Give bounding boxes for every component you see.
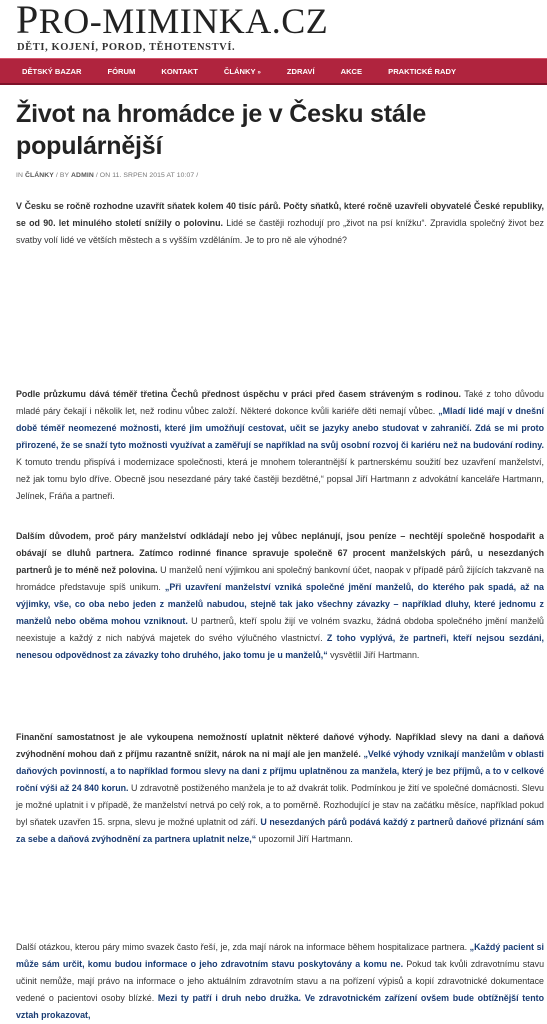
- bold-text: uzavřeli obyvatelé České republiky, se od 90. let minulého století snížily o polovinu.: [16, 201, 544, 229]
- body-text: U zdravotně postiženého manžela je to až dvakrát tolik. Podmínkou je žití ve společné domácnosti. Slevu je možné uplatnit i v případě, že manželství netrvá po celý rok, a to poměrně. Rozhodující je stav na začátku měsíce, například pokud byl sňatek uzavřen 15. srpna, slevu je možné uplatnit od září.: [16, 783, 544, 828]
- nav-item-kontakt[interactable]: [161, 67, 198, 76]
- nav-item-akce[interactable]: [341, 67, 363, 76]
- body-text: Další otázkou, kterou páry mimo svazek často řeší, je, zda mají nárok na informace během hospitalizace partnera.: [16, 942, 470, 952]
- quote-text: „Při uzavření manželství vzniká společné jmění manželů, do kterého pak spadá, až na výjimky, vše, co oba nebo jeden z manželů nabudou, stejně tak jako všechny závazky – například dluhy, které jednomu z manželů nebo oběma mohou vzniknout.: [16, 582, 544, 627]
- site-header: [0, 0, 547, 60]
- site-tagline: DĚTI, KOJENÍ, POROD, TĚHOTENSTVÍ.: [17, 42, 236, 53]
- logo-initial: P: [16, 0, 39, 42]
- article-paragraph: [16, 198, 544, 249]
- nav-item-detsky-bazar[interactable]: [22, 67, 82, 76]
- bold-text: Dalším důvodem, proč páry manželství odkládají nebo jej vůbec neplánují, jsou peníze – nechtějí společně hospodařit a obávají se dluhů partnera. Zatímco rodinné finance spravuje společně 67 procent manželských párů, u nesezdaných partnerů je to méně než polovina.: [16, 531, 544, 576]
- article: [16, 98, 545, 1021]
- meta-by: / BY: [55, 172, 70, 179]
- article-paragraph: [16, 939, 544, 1024]
- meta-in: IN: [16, 172, 23, 179]
- article-paragraph: [16, 528, 544, 664]
- bold-text: V Česku se ročně rozhodne uzavřít sňatek kolem 40 tisíc párů. Počty sňatků, které: [16, 201, 368, 211]
- meta-author-link[interactable]: ADMIN: [71, 172, 94, 179]
- nav-label: AKCE: [340, 66, 363, 76]
- quote-text: Z toho vyplývá, že partneři, kteří nejsou sezdáni, nenesou odpovědnost za závazky toho druhého, jako tomu je u manželů,“: [16, 633, 544, 661]
- quote-text: „Každý pacient si může sám určit, komu budou informace o jeho zdravotním stavu poskytovány a komu ne.: [16, 942, 544, 970]
- bold-text: ročně: [367, 201, 392, 211]
- bold-text: Podle průzkumu dává téměř třetina Čechů přednost úspěchu v práci před časem stráveným s rodinou.: [16, 389, 462, 399]
- nav-label: KONTAKT: [161, 66, 198, 76]
- quote-text: Mezi ty patří i druh nebo družka. Ve zdravotnickém zařízení ovšem bude obtížnější tento vztah prokazovat,: [16, 993, 544, 1021]
- body-text: Lidé se častěji rozhodují pro „život na psí knížku“. Zpravidla společný život bez svatby volí lidé ve větších městech a s vyšším vzděláním. Je to pro ně ale výhodné?: [16, 218, 544, 246]
- article-paragraph: [16, 729, 544, 848]
- body-text: U partnerů, kteří spolu žijí ve volném svazku, žádná obdoba společného jmění manželů neexistuje a každý z nich nabývá majetek do svého výlučného vlastnictví.: [16, 616, 544, 644]
- site-logo[interactable]: [16, 0, 547, 42]
- nav-item-clanky[interactable]: [224, 67, 261, 76]
- bold-text: Finanční samostatnost je ale vykoupena nemožností uplatnit některé daňové výhody. Například slevy na dani a daňová zvýhodnění mohou daň z příjmu razantně snížit, nárok na ni mají ale jen manželé.: [16, 732, 544, 760]
- nav-label: DĚTSKÝ BAZAR: [22, 66, 82, 76]
- nav-label: PRAKTICKÉ RADY: [388, 66, 457, 76]
- nav-label: FÓRUM: [107, 66, 136, 76]
- quote-text: „Velké výhody vznikají manželům v oblasti daňových povinností, a to například formou slevy na dani z příjmu uplatněnou za manžela, který je bez příjmů, a to v celkové roční výši až 24 840 korun.: [16, 749, 545, 794]
- quote-text: „Mladí lidé mají v dnešní době téměř neomezené možnosti, které jim umožňují cestovat, učit se jazyky anebo studovat v zahraničí. Zdá se mi proto přirozené, že se snaží tyto možnosti využívat a zaměřují se například na svůj osobní rozvoj či kariéru než na budování rodiny.: [16, 406, 544, 451]
- body-text: K tomuto trendu přispívá i modernizace společnosti, která je mnohem tolerantnější k partnerskému soužití bez uzavření manželství, než jak tomu bylo dříve. Obecně jsou nesezdané páry také častěji bezdětné,“ popsal Jiří Hartmann z advokátní kanceláře Hartmann, Jelínek, Fráňa a partneři.: [16, 457, 544, 502]
- body-text: Také z toho důvodu mladé páry čekají i několik let, než rodinu vůbec založí. Některé dokonce kvůli kariéře děti nemají vůbec.: [16, 389, 544, 417]
- logo-text: RO-MIMINKA.CZ: [38, 1, 329, 41]
- article-paragraph: [16, 386, 544, 505]
- chevron-down-icon: »: [257, 69, 261, 76]
- article-meta: [16, 172, 544, 179]
- body-text: upozornil Jiří Hartmann.: [256, 834, 353, 845]
- article-title: Život na hromádce je v Česku stále populárnější: [16, 100, 427, 160]
- nav-item-forum[interactable]: [108, 67, 136, 76]
- nav-label: ZDRAVÍ: [286, 66, 315, 76]
- nav-item-prakticke-rady[interactable]: [388, 67, 456, 76]
- meta-category-link[interactable]: ČLÁNKY: [25, 172, 54, 179]
- body-text: U manželů není výjimkou ani společný bankovní účet, naopak v případě párů žijících takzvaně na hromádce představuje spíš unikum.: [16, 565, 544, 593]
- body-text: Pokud tak kvůli zdravotnímu stavu učinit nemůže, mají právo na informace o jeho aktuálním zdravotním stavu a na pořízení výpisů a kopií zdravotnické dokumentace vedené o pacientovi osoby blízké.: [16, 959, 545, 1004]
- nav-label: ČLÁNKY: [223, 66, 256, 76]
- body-text: vysvětlil Jiří Hartmann.: [327, 650, 420, 661]
- quote-text: U nesezdaných párů podává každý z partnerů daňové přiznání sám za sebe a daňová zvýhodnění za partnera uplatnit nelze,“: [16, 817, 544, 845]
- nav-item-zdravi[interactable]: [287, 67, 315, 76]
- meta-date: / ON 11. SRPEN 2015 AT 10:07 /: [95, 172, 199, 179]
- main-nav: [0, 58, 547, 85]
